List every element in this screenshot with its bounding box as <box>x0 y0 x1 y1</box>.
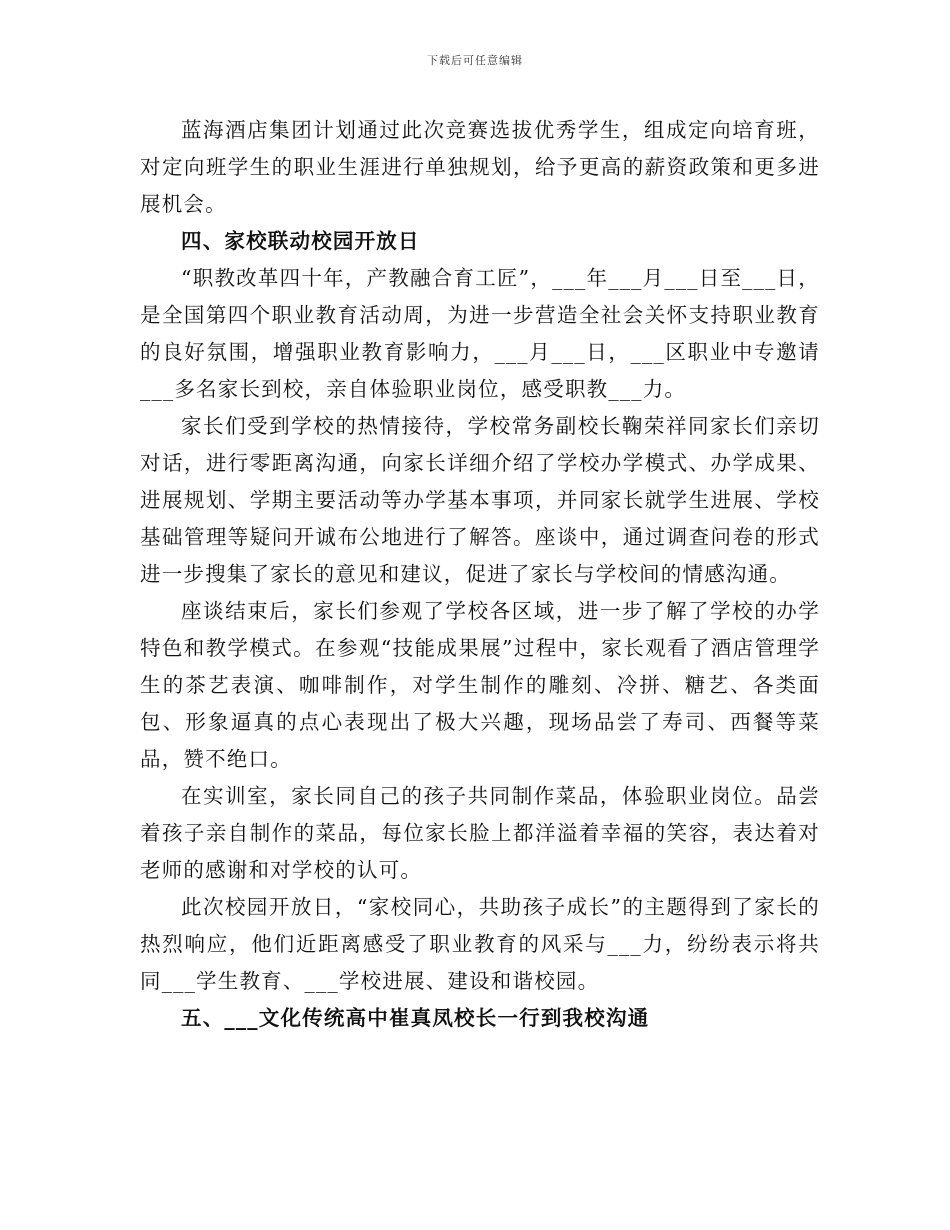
paragraph: 座谈结束后，家长们参观了学校各区域，进一步了解了学校的办学特色和教学模式。在参观“技能成果展”过程中，家长观看了酒店管理学生的茶艺表演、咖啡制作，对学生制作的雕刻、冷拼、糖艺、各类面包、形象逼真的点心表现出了极大兴趣，现场品尝了寿司、西餐等菜品，赞不绝口。 <box>140 599 820 771</box>
section-heading: 五、___文化传统高中崔真凤校长一行到我校沟通 <box>181 1006 650 1030</box>
paragraph: 家长们受到学校的热情接待，学校常务副校长鞠荣祥同家长们亲切对话，进行零距离沟通，向家长详细介绍了学校办学模式、办学成果、进展规划、学期主要活动等办学基本事项，并同家长就学生进展、学校基础管理等疑问开诚布公地进行了解答。座谈中，通过调查问卷的形式进一步搜集了家长的意见和建议，促进了家长与学校间的情感沟通。 <box>140 414 820 586</box>
document-body <box>140 112 820 1037</box>
section-heading: 四、家校联动校园开放日 <box>181 229 420 253</box>
paragraph: 在实训室，家长同自己的孩子共同制作菜品，体验职业岗位。品尝着孩子亲自制作的菜品，每位家长脸上都洋溢着幸福的笑容，表达着对老师的感谢和对学校的认可。 <box>140 784 820 882</box>
paragraph: “职教改革四十年，产教融合育工匠”，___年___月___日至___日，是全国第四个职业教育活动周，为进一步营造全社会关怀支持职业教育的良好氛围，增强职业教育影响力，___月___日，___区职业中专邀请___多名家长到校，亲自体验职业岗位，感受职教___力。 <box>140 266 820 401</box>
paragraph: 此次校园开放日，“家校同心，共助孩子成长”的主题得到了家长的热烈响应，他们近距离感受了职业教育的风采与___力，纷纷表示将共同___学生教育、___学校进展、建设和谐校园。 <box>140 895 820 993</box>
paragraph: 蓝海酒店集团计划通过此次竞赛选拔优秀学生，组成定向培育班，对定向班学生的职业生涯进行单独规划，给予更高的薪资政策和更多进展机会。 <box>140 118 820 216</box>
header-note: 下载后可任意编辑 <box>427 54 523 67</box>
